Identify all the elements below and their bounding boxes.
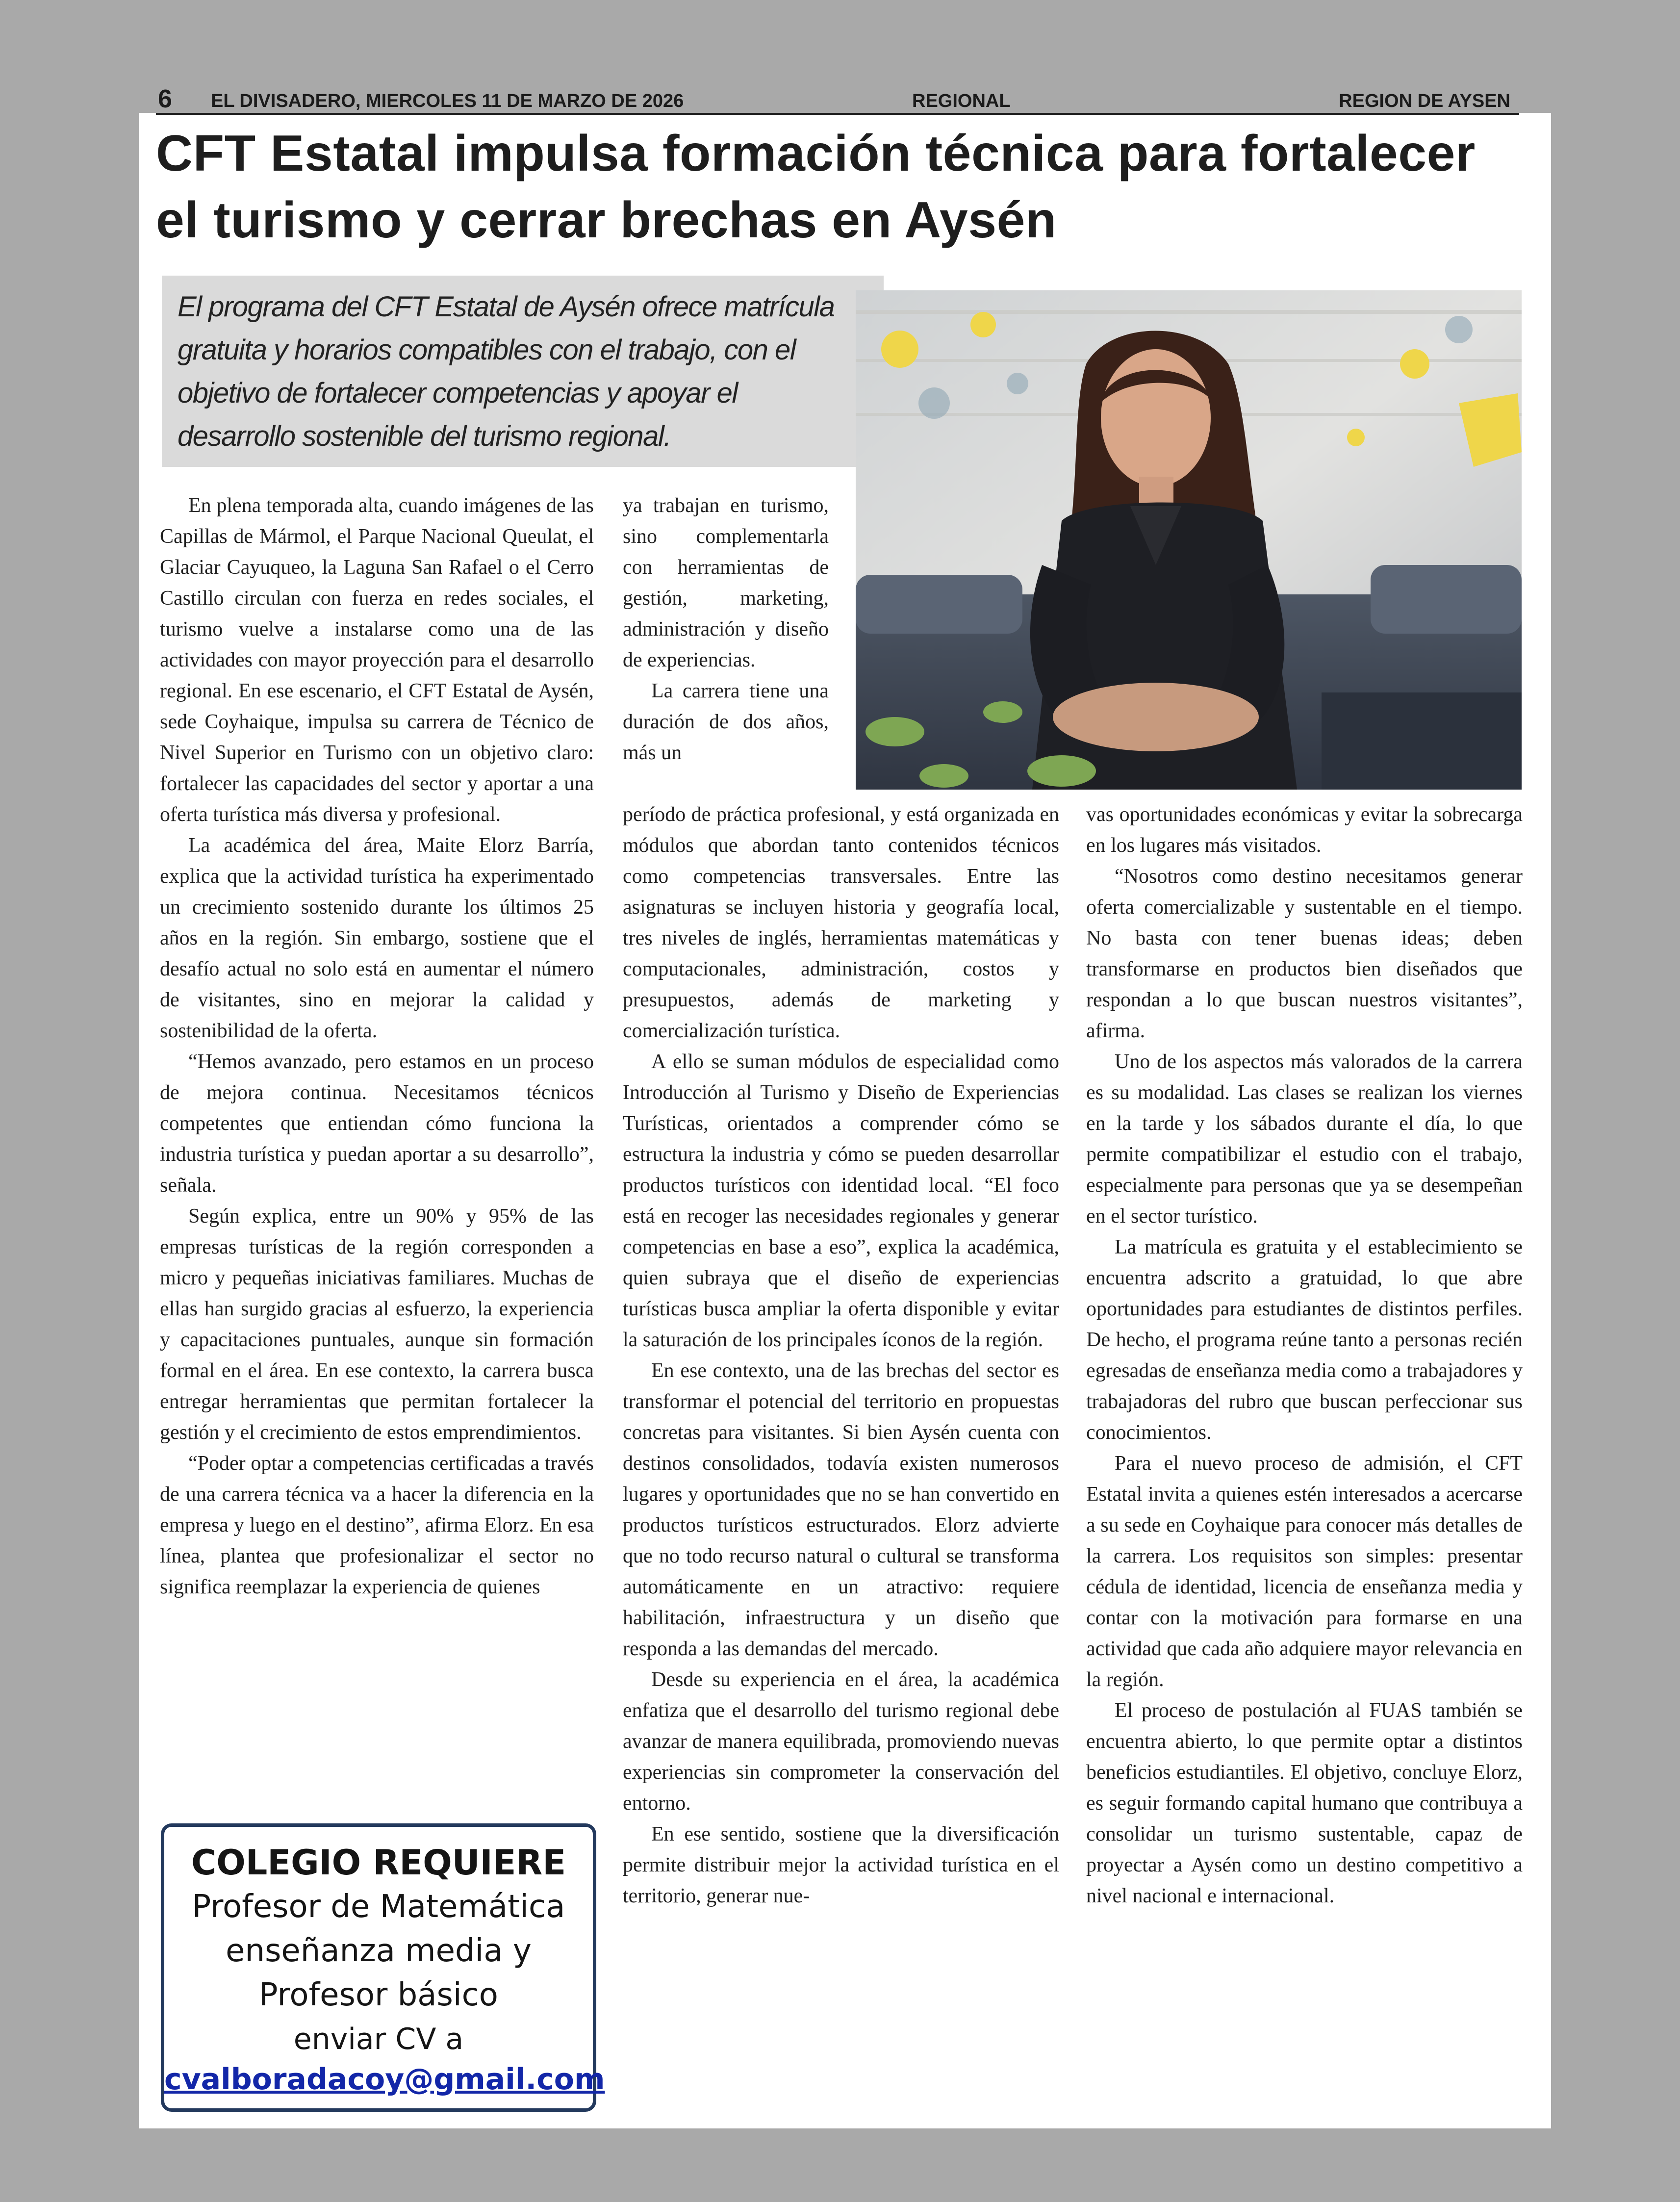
ad-line: enseñanza media y: [226, 1933, 532, 1969]
paragraph: La académica del área, Maite Elorz Barría, explica que la actividad turística ha experimentado un crecimiento sostenido durante los últimos 25 años en la región. Sin embargo, sostiene que el desafío actual no solo está en aumentar el número de visitantes, sino en mejorar la calidad y sostenibilidad de la oferta.: [160, 834, 594, 1042]
ad-email-link[interactable]: cvalboradacoy@gmail.com: [164, 2062, 605, 2097]
classified-ad: [161, 1823, 605, 2112]
paragraph: El proceso de postulación al FUAS también se encuentra abierto, lo que permite optar a distintos beneficios estudiantiles. El objetivo, concluye Elorz, es seguir formando capital humano que contribuya a consolidar un turismo sustentable, capaz de proyectar a Aysén como un destino competitivo a nivel nacional e internacional.: [1086, 1699, 1523, 1907]
ad-line: enviar CV a: [293, 2022, 464, 2056]
paragraph: En ese sentido, sostiene que la diversificación permite distribuir mejor la actividad turística en el territorio, generar nue-: [623, 1823, 1059, 1907]
paragraph: Según explica, entre un 90% y 95% de las empresas turísticas de la región corresponden a micro y pequeñas iniciativas familiares. Muchas de ellas han surgido gracias al esfuerzo, la experiencia y capacitaciones puntuales, aunque sin formación formal en el área. En ese contexto, la carrera busca entregar herramientas que permitan fortalecer la gestión y el crecimiento de estos emprendimientos.: [160, 1205, 594, 1444]
paragraph: En plena temporada alta, cuando imágenes de las Capillas de Mármol, el Parque Nacional Queulat, el Glaciar Cayuqueo, la Laguna San Rafael o el Cerro Castillo circulan con fuerza en redes sociales, el turismo vuelve a instalarse como una de las actividades con mayor proyección para el desarrollo regional. En ese escenario, el CFT Estatal de Aysén, sede Coyhaique, impulsa su carrera de Técnico de Nivel Superior en Turismo con un objetivo claro: fortalecer las capacidades del sector y aportar a una oferta turística más diversa y profesional.: [160, 494, 594, 826]
paragraph: “Hemos avanzado, pero estamos en un proceso de mejora continua. Necesitamos técnicos competentes que entiendan cómo funciona la industria turística y puedan aportar a su desarrollo”, señala.: [160, 1050, 594, 1197]
ad-line: Profesor básico: [259, 1977, 498, 2013]
article-column-2-top: [623, 490, 829, 768]
paragraph: Para el nuevo proceso de admisión, el CFT Estatal invita a quienes estén interesados a acercarse a su sede en Coyhaique para conocer más detalles de la carrera. Los requisitos son simples: presentar cédula de identidad, licencia de enseñanza media y contar con la motivación para formarse en una actividad que cada año adquiere mayor relevancia en la región.: [1086, 1452, 1523, 1691]
deck-box: [162, 276, 884, 467]
paragraph: A ello se suman módulos de especialidad como Introducción al Turismo y Diseño de Experiencias Turísticas, orientados a comprender cómo se estructura la industria y cómo se pueden desarrollar productos turísticos con identidad local. “El foco está en recoger las necesidades regionales y generar competencias en base a eso”, explica la académica, quien subraya que el diseño de experiencias turísticas busca ampliar la oferta disponible y evitar la saturación de los principales íconos de la región.: [623, 1050, 1059, 1351]
dateline: EL DIVISADERO, MIERCOLES 11 DE MARZO DE 2026: [211, 91, 684, 111]
ad-line: Profesor de Matemática: [192, 1889, 565, 1925]
paragraph: En ese contexto, una de las brechas del sector es transformar el potencial del territorio en propuestas concretas para visitantes. Si bien Aysén cuenta con destinos consolidados, todavía existen numerosos lugares y oportunidades que no se han convertido en productos turísticos estructurados. Elorz advierte que no todo recurso natural o cultural se transforma automáticamente en un atractivo: requiere habilitación, infraestructura y un diseño que responda a las demandas del mercado.: [623, 1359, 1059, 1660]
headline: CFT Estatal impulsa formación técnica para fortalecer el turismo y cerrar brechas en Aysén: [156, 125, 1476, 249]
article-column-2: [623, 799, 1059, 1912]
paragraph: período de práctica profesional, y está organizada en módulos que abordan tanto contenidos técnicos como competencias transversales. Entre las asignaturas se incluyen historia y geografía local, tres niveles de inglés, herramientas matemáticas y computacionales, administración, costos y presupuestos, además de marketing y comercialización turística.: [623, 803, 1059, 1042]
region-label: REGION DE AYSEN: [1339, 91, 1510, 111]
paragraph: Desde su experiencia en el área, la académica enfatiza que el desarrollo del turismo regional debe avanzar de manera equilibrada, promoviendo nuevas experiencias sin comprometer la conservación del entorno.: [623, 1668, 1059, 1815]
paragraph: La carrera tiene una duración de dos años, más un: [623, 680, 829, 764]
portrait-photo: [856, 290, 1522, 790]
ad-title: COLEGIO REQUIERE: [191, 1843, 566, 1883]
article-column-3: [1086, 799, 1523, 1912]
paragraph: vas oportunidades económicas y evitar la sobrecarga en los lugares más visitados.: [1086, 803, 1523, 857]
paragraph: La matrícula es gratuita y el establecimiento se encuentra adscrito a gratuidad, lo que abre oportunidades para estudiantes de distintos perfiles. De hecho, el programa reúne tanto a personas recién egresadas de enseñanza media como a trabajadores y trabajadoras del rubro que buscan perfeccionar sus conocimientos.: [1086, 1236, 1523, 1444]
deck-text: El programa del CFT Estatal de Aysén ofrece matrícula gratuita y horarios compatibles con el trabajo, con el objetivo de fortalecer competencias y apoyar el desarrollo sostenible del turismo regional.: [178, 291, 835, 452]
article-column-1: [160, 490, 594, 1603]
paragraph: ya trabajan en turismo, sino complementarla con herramientas de gestión, marketing, administración y diseño de experiencias.: [623, 494, 829, 671]
section-label: REGIONAL: [912, 91, 1011, 111]
page-header: [156, 85, 1519, 115]
paragraph: Uno de los aspectos más valorados de la carrera es su modalidad. Las clases se realizan los viernes en la tarde y los sábados durante el día, lo que permite compatibilizar el estudio con el trabajo, especialmente para personas que ya se desempeñan en el sector turístico.: [1086, 1050, 1523, 1228]
paragraph: “Poder optar a competencias certificadas a través de una carrera técnica va a hacer la diferencia en la empresa y luego en el destino”, afirma Elorz. En esa línea, plantea que profesionalizar el sector no significa reemplazar la experiencia de quienes: [160, 1452, 594, 1598]
paragraph: “Nosotros como destino necesitamos generar oferta comercializable y sustentable en el tiempo. No basta con tener buenas ideas; deben transformarse en productos bien diseñados que respondan a lo que buscan nuestros visitantes”, afirma.: [1086, 865, 1523, 1042]
page-number: 6: [158, 85, 172, 113]
